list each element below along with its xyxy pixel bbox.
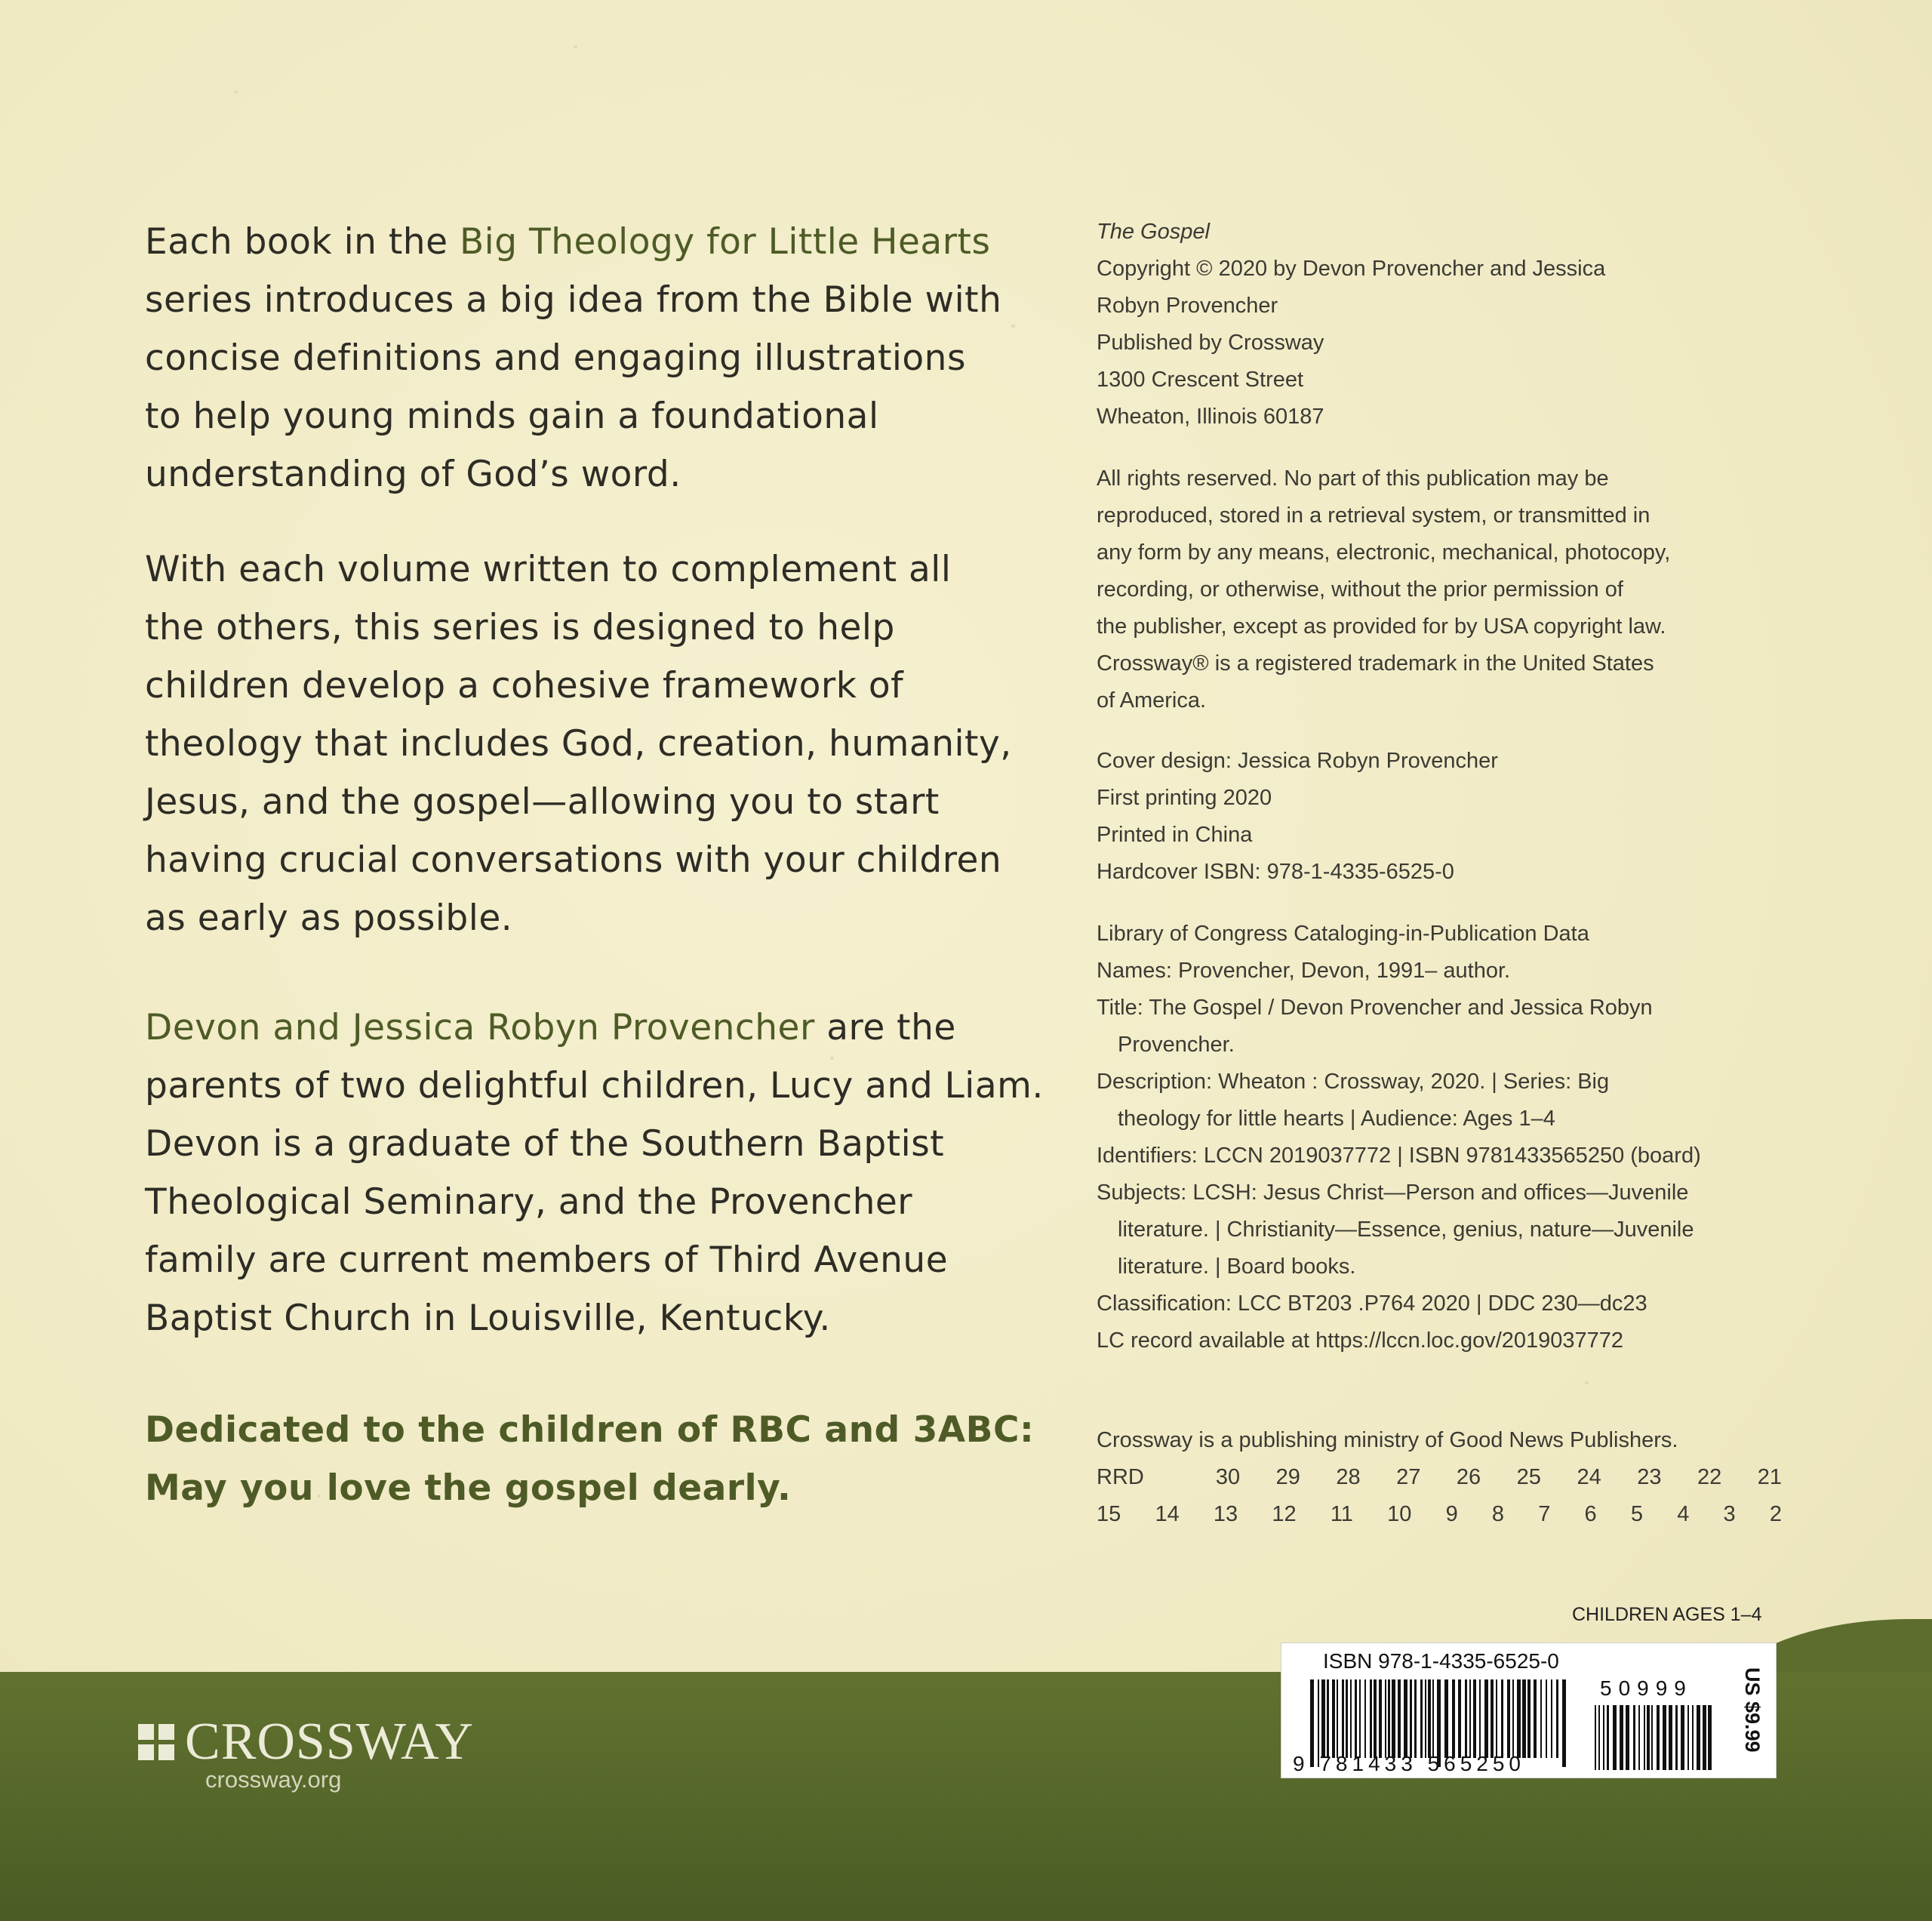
intro-line: series introduces a big idea from the Bible with (145, 279, 1002, 321)
rights-line: All rights reserved. No part of this publication may be (1097, 466, 1609, 491)
intro-line: concise definitions and engaging illustrations (145, 337, 966, 379)
authors-line: Theological Seminary, and the Provencher (145, 1181, 913, 1223)
cip-line: Provencher. (1118, 1033, 1235, 1057)
paper-speck (1011, 325, 1015, 328)
copyright-line: Robyn Provencher (1097, 294, 1278, 318)
series-line: having crucial conversations with your children (145, 839, 1002, 881)
authors-line: Devon and Jessica Robyn Provencher are the (145, 1007, 956, 1048)
series-line: children develop a cohesive framework of (145, 665, 904, 707)
crossway-mark-icon (138, 1724, 174, 1760)
printer-key: 29 (1275, 1465, 1300, 1489)
rights-line: of America. (1097, 688, 1207, 713)
printer-key: 11 (1330, 1502, 1353, 1526)
printer-key: 28 (1336, 1465, 1361, 1489)
paper-speck (234, 91, 238, 94)
barcode-digits: 9 781433 565250 (1293, 1752, 1525, 1775)
addon-barcode (1595, 1705, 1712, 1770)
author-names: Devon and Jessica Robyn Provencher (145, 1007, 815, 1048)
authors-line: family are current members of Third Avenue (145, 1239, 949, 1281)
printer-key: 15 (1097, 1502, 1121, 1526)
printer-key: 2 (1769, 1502, 1782, 1526)
dedication-line: May you love the gospel dearly. (145, 1467, 792, 1509)
copyright-line: Wheaton, Illinois 60187 (1097, 405, 1324, 429)
paper-speck (1585, 1381, 1589, 1384)
series-line: as early as possible. (145, 897, 513, 939)
printer-key: 6 (1584, 1502, 1597, 1526)
series-line: With each volume written to complement all (145, 549, 952, 590)
printer-key: 12 (1272, 1502, 1297, 1526)
cip-line: Description: Wheaton : Crossway, 2020. | Series: Big (1097, 1070, 1610, 1094)
printer-key-row (1097, 1502, 1782, 1527)
printer-key: 26 (1456, 1465, 1481, 1489)
printer-key: 4 (1677, 1502, 1690, 1526)
ministry-line: Crossway is a publishing ministry of Good News Publishers. (1097, 1428, 1678, 1452)
printer-key: 13 (1213, 1502, 1238, 1526)
copyright-line: 1300 Crescent Street (1097, 368, 1304, 392)
intro-line: understanding of God’s word. (145, 454, 681, 495)
series-line: theology that includes God, creation, humanity, (145, 723, 1012, 765)
printing-line: Cover design: Jessica Robyn Provencher (1097, 749, 1498, 773)
printer-key: 30 (1215, 1465, 1241, 1489)
copyright-line: Copyright © 2020 by Devon Provencher and Jessica (1097, 257, 1606, 281)
printer-key: 9 (1445, 1502, 1458, 1526)
ean-barcode (1310, 1679, 1567, 1758)
paper-speck (574, 45, 577, 48)
logo-wordmark: CROSSWAY (185, 1713, 474, 1771)
printer-key-row (1097, 1465, 1782, 1490)
cip-line: Names: Provencher, Devon, 1991– author. (1097, 959, 1511, 983)
cip-line: Title: The Gospel / Devon Provencher and Jessica Robyn (1097, 996, 1653, 1020)
price: US $9.99 (1741, 1667, 1764, 1753)
printer-key: 3 (1723, 1502, 1736, 1526)
cip-line: Identifiers: LCCN 2019037772 | ISBN 9781433565250 (board) (1097, 1144, 1701, 1168)
printing-line: Hardcover ISBN: 978-1-4335-6525-0 (1097, 860, 1454, 884)
authors-line: parents of two delightful children, Lucy and Liam. (145, 1065, 1044, 1107)
series-line: the others, this series is designed to help (145, 607, 895, 648)
rights-line: any form by any means, electronic, mechanical, photocopy, (1097, 540, 1671, 565)
cip-line: literature. | Christianity—Essence, genius, nature—Juvenile (1118, 1218, 1694, 1242)
cip-line: Classification: LCC BT203 .P764 2020 | DDC 230—dc23 (1097, 1291, 1647, 1316)
isbn-label: ISBN 978-1-4335-6525-0 (1323, 1649, 1559, 1673)
printer-key: 14 (1155, 1502, 1180, 1526)
cip-line: Subjects: LCSH: Jesus Christ—Person and offices—Juvenile (1097, 1181, 1689, 1205)
rights-line: Crossway® is a registered trademark in the United States (1097, 651, 1654, 676)
cip-line: Library of Congress Cataloging-in-Publication Data (1097, 922, 1589, 946)
printer-key: 24 (1577, 1465, 1601, 1489)
rights-line: the publisher, except as provided for by USA copyright law. (1097, 614, 1666, 639)
authors-line: Devon is a graduate of the Southern Baptist (145, 1123, 945, 1165)
printing-line: First printing 2020 (1097, 786, 1272, 810)
printer-key: 5 (1630, 1502, 1644, 1526)
printer-key: 27 (1396, 1465, 1421, 1489)
addon-digits: 50999 (1600, 1676, 1693, 1700)
cip-line: literature. | Board books. (1118, 1254, 1356, 1279)
barcode-box (1281, 1642, 1777, 1778)
dedication-line: Dedicated to the children of RBC and 3ABC: (145, 1409, 1035, 1451)
printer-key: RRD (1097, 1465, 1144, 1489)
series-name: Big Theology for Little Hearts (459, 221, 991, 263)
rights-line: reproduced, stored in a retrieval system, or transmitted in (1097, 503, 1651, 528)
age-category: CHILDREN AGES 1–4 (1572, 1604, 1762, 1625)
copyright-line: Published by Crossway (1097, 331, 1324, 355)
intro-line: to help young minds gain a foundational (145, 396, 879, 437)
printer-key: 8 (1491, 1502, 1505, 1526)
book-title: The Gospel (1097, 220, 1210, 244)
authors-line: Baptist Church in Louisville, Kentucky. (145, 1298, 831, 1339)
printer-key: 10 (1387, 1502, 1412, 1526)
printer-key: 25 (1516, 1465, 1541, 1489)
printer-key: 21 (1757, 1465, 1782, 1489)
publisher-url: crossway.org (205, 1766, 342, 1793)
printer-key: 23 (1637, 1465, 1662, 1489)
cip-line: LC record available at https://lccn.loc.gov/2019037772 (1097, 1328, 1624, 1353)
printing-line: Printed in China (1097, 823, 1253, 847)
printer-key: 7 (1538, 1502, 1551, 1526)
crossway-logo (138, 1712, 474, 1772)
printer-key: 22 (1697, 1465, 1722, 1489)
intro-line: Each book in the Big Theology for Little Hearts (145, 221, 991, 263)
rights-line: recording, or otherwise, without the prior permission of (1097, 577, 1623, 602)
cip-line: theology for little hearts | Audience: Ages 1–4 (1118, 1107, 1555, 1131)
series-line: Jesus, and the gospel—allowing you to start (145, 781, 940, 823)
